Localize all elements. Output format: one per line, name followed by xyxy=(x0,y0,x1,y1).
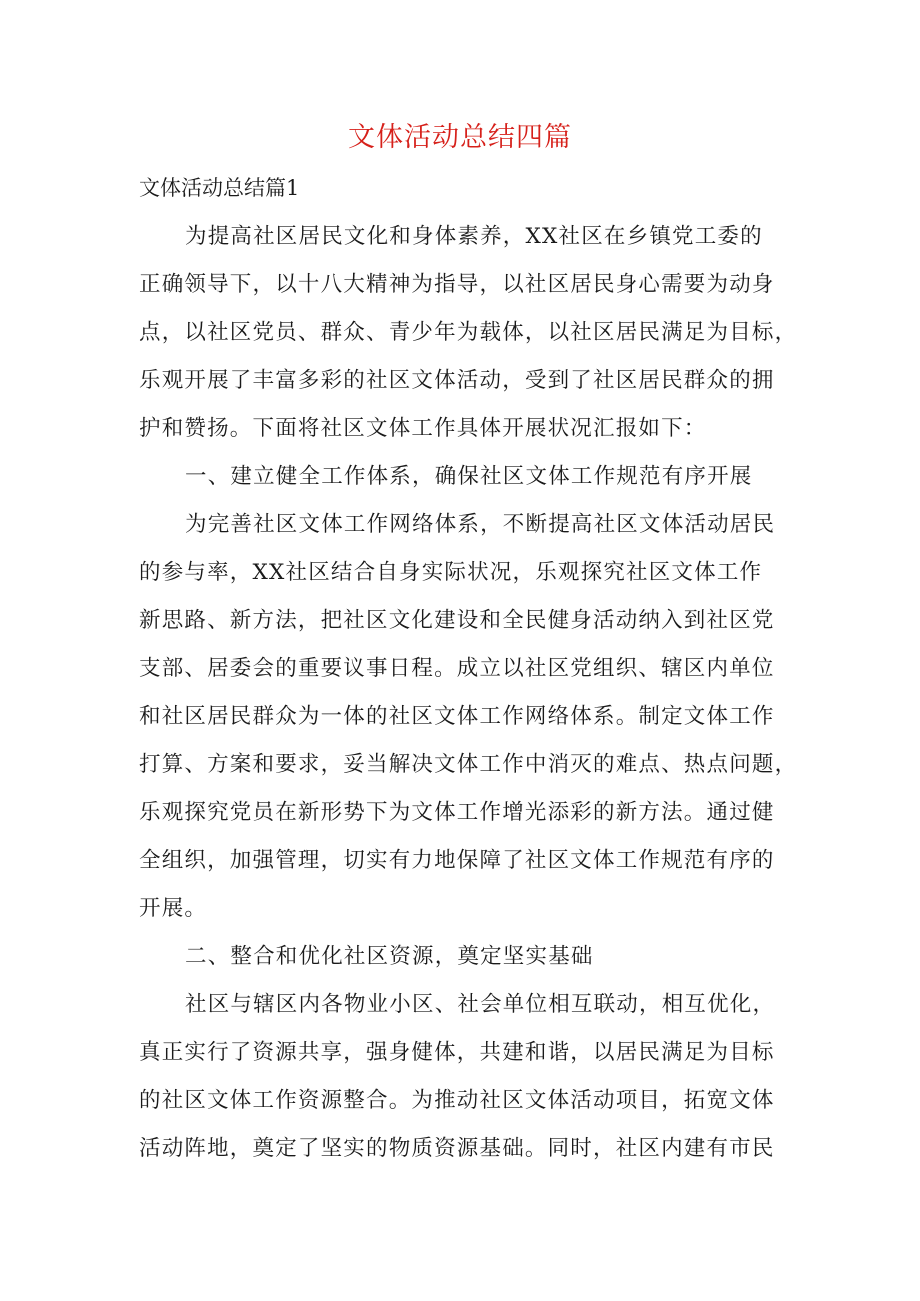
section-heading-2: 二、整合和优化社区资源，奠定坚实基础 xyxy=(185,944,594,969)
paragraph-line: 护和赞扬。下面将社区文体工作具体开展状况汇报如下： xyxy=(139,416,707,441)
paragraph-line: 正确领导下，以十八大精神为指导，以社区居民身心需要为动身 xyxy=(139,272,775,297)
paragraph-line: 活动阵地，奠定了坚实的物质资源基础。同时，社区内建有市民 xyxy=(139,1136,775,1161)
paragraph-line: 真正实行了资源共享，强身健体，共建和谐，以居民满足为目标 xyxy=(139,1040,775,1065)
paragraph-line: 的参与率，XX社区结合自身实际状况，乐观探究社区文体工作 xyxy=(139,560,763,585)
paragraph-line: 支部、居委会的重要议事日程。成立以社区党组织、辖区内单位 xyxy=(139,656,775,681)
paragraph-line: 为完善社区文体工作网络体系，不断提高社区文体活动居民 xyxy=(185,512,776,537)
section-subtitle: 文体活动总结篇1 xyxy=(139,176,300,200)
paragraph-line: 点，以社区党员、群众、青少年为载体，以社区居民满足为目标， xyxy=(139,320,798,345)
paragraph-line: 为提高社区居民文化和身体素养，XX社区在乡镇党工委的 xyxy=(185,224,763,249)
paragraph-line: 的社区文体工作资源整合。为推动社区文体活动项目，拓宽文体 xyxy=(139,1088,775,1113)
paragraph-line: 社区与辖区内各物业小区、社会单位相互联动，相互优化， xyxy=(185,992,776,1017)
section-heading-1: 一、建立健全工作体系，确保社区文体工作规范有序开展 xyxy=(185,464,753,489)
paragraph-line: 乐观探究党员在新形势下为文体工作增光添彩的新方法。通过健 xyxy=(139,800,775,825)
paragraph-line: 打算、方案和要求，妥当解决文体工作中消灭的难点、热点问题， xyxy=(139,752,798,777)
paragraph-line: 新思路、新方法，把社区文化建设和全民健身活动纳入到社区党 xyxy=(139,608,775,633)
document-title: 文体活动总结四篇 xyxy=(348,122,572,153)
paragraph-line: 乐观开展了丰富多彩的社区文体活动，受到了社区居民群众的拥 xyxy=(139,368,775,393)
paragraph-line: 开展。 xyxy=(139,896,208,921)
paragraph-line: 和社区居民群众为一体的社区文体工作网络体系。制定文体工作 xyxy=(139,704,775,729)
paragraph-line: 全组织，加强管理，切实有力地保障了社区文体工作规范有序的 xyxy=(139,848,775,873)
